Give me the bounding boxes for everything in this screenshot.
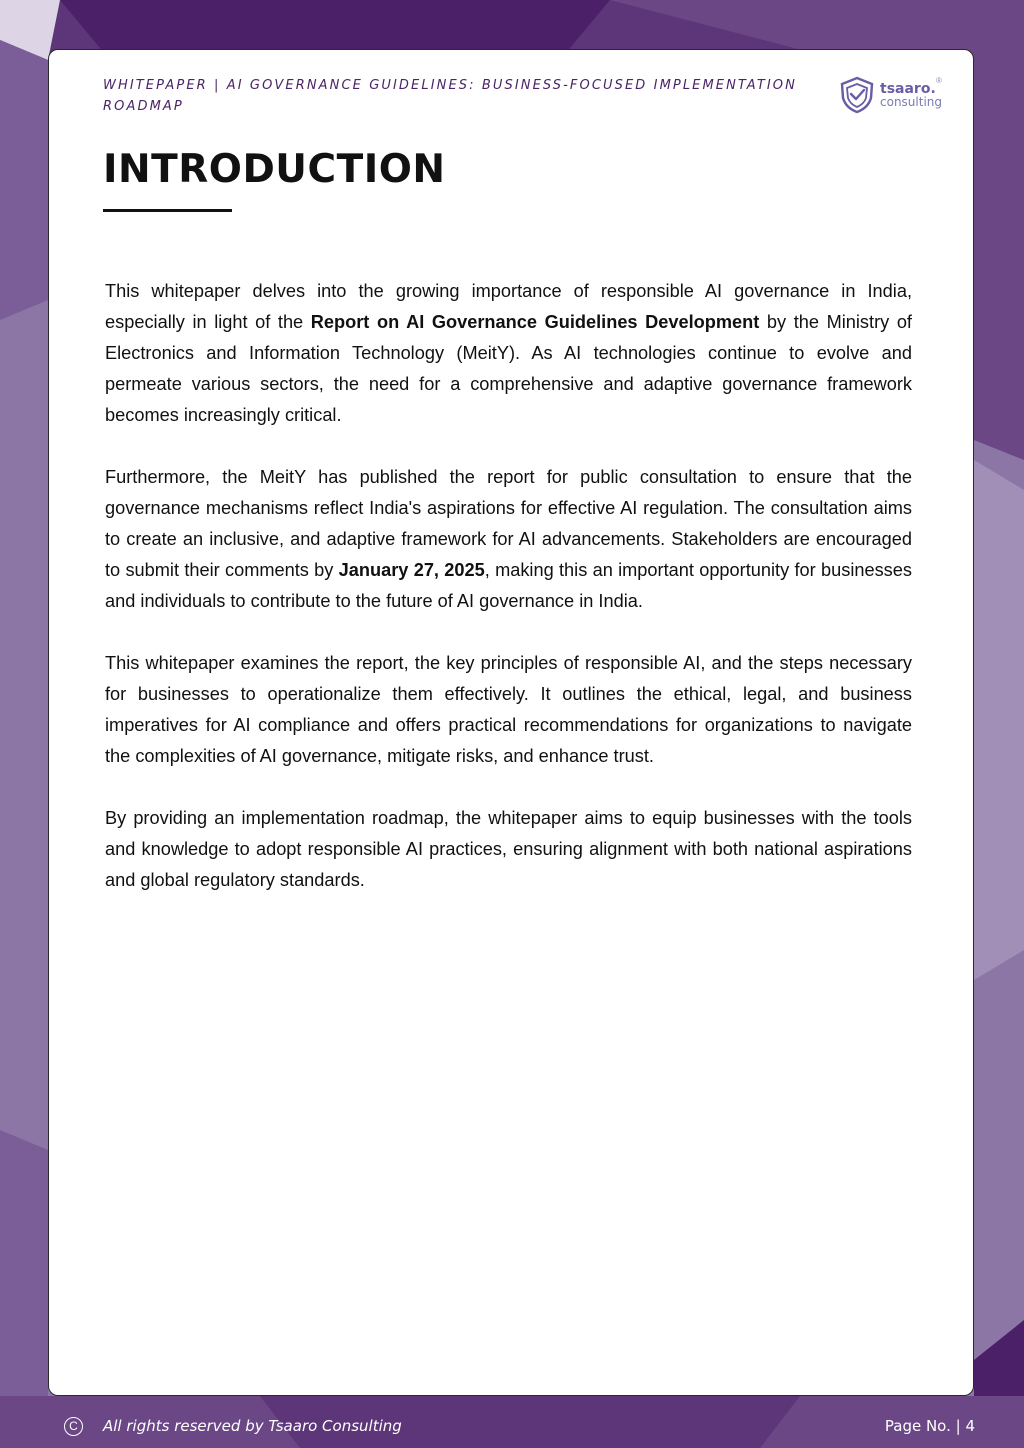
logo-name: tsaaro. [880,81,936,97]
shield-icon [839,76,875,114]
logo-subtitle: consulting [880,95,942,109]
running-head: WHITEPAPER | AI GOVERNANCE GUIDELINES: BUSINESS-FOCUSED IMPLEMENTATION ROADMAP [103,78,797,114]
paragraph-2-text-b: , making this an important opportunity for businesses and individuals to contribute to the future of AI governance in India. [105,560,912,611]
paragraph-4: By providing an implementation roadmap, the whitepaper aims to equip businesses with the tools and knowledge to adopt responsible AI practices, ensuring alignment with both national aspirations and global regulatory standards. [105,808,912,890]
title-underline [103,209,232,212]
paragraph-2 [105,462,912,617]
page-number: Page No. | 4 [884,1417,975,1435]
page-card [48,49,974,1396]
paragraph-2-text-a: Furthermore, the MeitY has published the report for public consultation to ensure that the governance mechanisms reflect India's aspirations for effective AI regulation. The consultation aims to create an inclusive, and adaptive framework for AI advancements. Stakeholders are encouraged to submit their comments by [105,467,912,580]
page-title: INTRODUCTION [103,147,446,192]
report-title-bold: Report on AI Governance Guidelines Development [310,312,760,332]
body-text [105,276,912,927]
paragraph-1-text-a: This whitepaper delves into the growing importance of responsible AI governance in India, especially in light of the [105,281,912,332]
registered-mark: ® [936,76,942,85]
rights-notice: All rights reserved by Tsaaro Consulting [103,1417,402,1435]
tsaaro-logo [839,76,949,116]
paragraph-1 [105,276,912,431]
paragraph-3: This whitepaper examines the report, the key principles of responsible AI, and the steps necessary for businesses to operationalize them effectively. It outlines the ethical, legal, and business imperatives for AI compliance and offers practical recommendations for organizations to navigate the complexities of AI governance, mitigate risks, and enhance trust. [105,653,912,766]
deadline-date-bold: January 27, 2025 [338,560,485,580]
page-footer [0,1406,1024,1448]
paragraph-1-text-b: by the Ministry of Electronics and Information Technology (MeitY). As AI technologies continue to evolve and permeate various sectors, the need for a comprehensive and adaptive governance framework becomes increasingly critical. [105,312,912,425]
copyright-icon: C [64,1417,83,1436]
